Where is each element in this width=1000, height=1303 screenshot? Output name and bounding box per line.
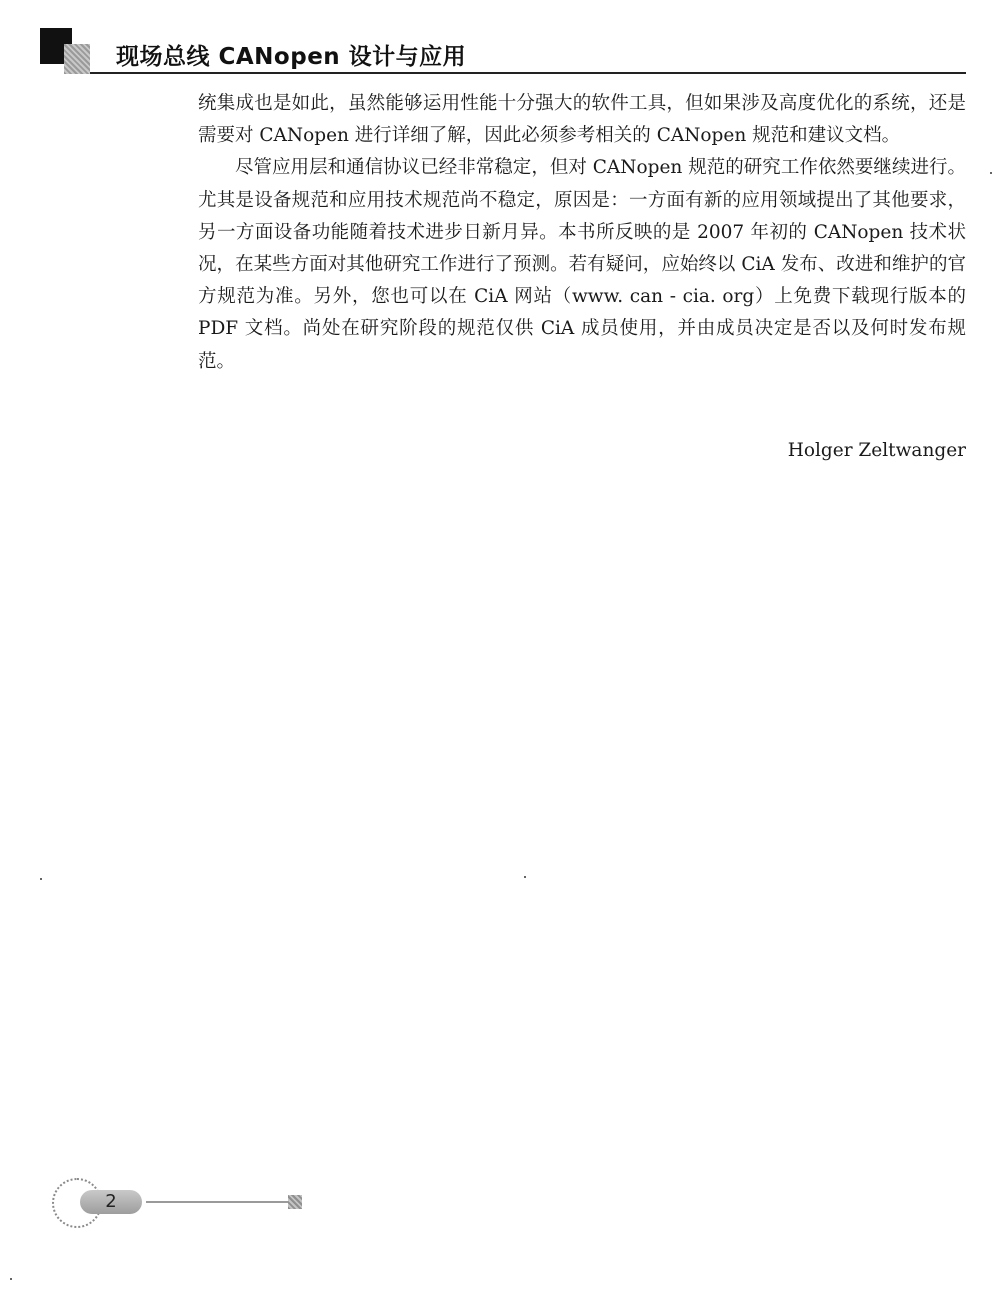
paragraph: 尽管应用层和通信协议已经非常稳定，但对 CANopen 规范的研究工作依然要继续进行。尤其是设备规范和应用技术规范尚不稳定，原因是：一方面有新的应用领域提出了其他要求，另一方面设备功能随着技术进步日新月异。本书所反映的是 2007 年初的 CANopen 技术状况，在某些方面对其他研究工作进行了预测。若有疑问，应始终以 CiA 发布、改进和维护的官方规范为准。另外，您也可以在 CiA 网站（www. can - cia. org）上免费下载现行版本的 PDF 文档。尚处在研究阶段的规范仅供 CiA 成员使用，并由成员决定是否以及何时发布规范。 — [198, 157, 966, 372]
header-rule — [90, 72, 966, 74]
body-text — [198, 88, 966, 378]
footer-decor-square — [288, 1195, 302, 1209]
paragraph-continued: 统集成也是如此，虽然能够运用性能十分强大的软件工具，但如果涉及高度优化的系统，还是需要对 CANopen 进行详细了解，因此必须参考相关的 CANopen 规范和建议文档。 — [198, 93, 966, 147]
author-signature: Holger Zeltwanger — [787, 440, 966, 461]
scan-speck — [990, 172, 992, 174]
footer-rule — [146, 1201, 288, 1203]
scan-speck — [10, 1278, 12, 1280]
scan-speck — [524, 876, 526, 878]
page-number: 2 — [105, 1191, 117, 1212]
scan-speck — [40, 878, 42, 880]
running-header-title: 现场总线 CANopen 设计与应用 — [116, 44, 467, 70]
header-decor-gray-block — [64, 44, 90, 74]
